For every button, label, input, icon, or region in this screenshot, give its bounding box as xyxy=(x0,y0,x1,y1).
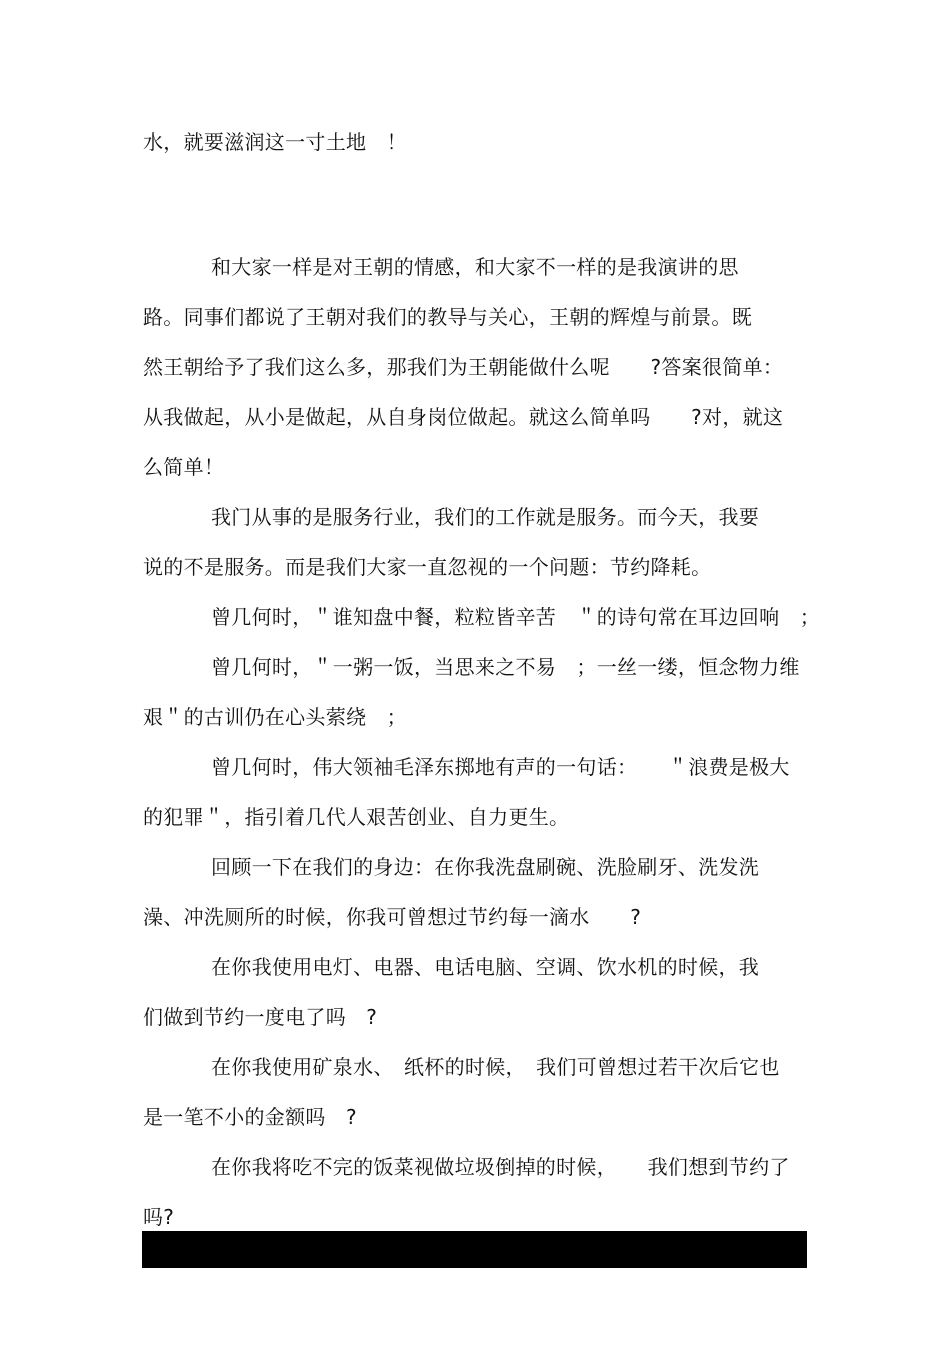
text-line: 澡、冲洗厕所的时候，你我可曾想过节约每一滴水 ? xyxy=(143,905,642,929)
text-line: 回顾一下在我们的身边：在你我洗盘刷碗、洗脸刷牙、洗发洗 xyxy=(211,855,760,879)
text-line: 们做到节约一度电了吗 ? xyxy=(143,1005,378,1029)
text-line: 艰＂的古训仍在心头萦绕 ； xyxy=(143,705,407,729)
text-line: 么简单！ xyxy=(143,455,225,479)
text-line: 路。同事们都说了王朝对我们的教导与关心，王朝的辉煌与前景。既 xyxy=(143,305,752,329)
text-line: 曾几何时，＂谁知盘中餐，粒粒皆辛苦 ＂的诗句常在耳边回响 ； xyxy=(211,605,820,629)
text-line: 是一笔不小的金额吗 ? xyxy=(143,1105,357,1129)
text-line: 我门从事的是服务行业，我们的工作就是服务。而今天，我要 xyxy=(211,505,760,529)
text-line: 和大家一样是对王朝的情感，和大家不一样的是我演讲的思 xyxy=(211,255,739,279)
redaction-bar xyxy=(142,1231,807,1268)
text-line: 说的不是服务。而是我们大家一直忽视的一个问题：节约降耗。 xyxy=(143,555,712,579)
text-line: 吗? xyxy=(143,1205,175,1229)
text-line: 从我做起，从小是做起，从自身岗位做起。就这么简单吗 ?对，就这 xyxy=(143,405,784,429)
text-line: 的犯罪＂，指引着几代人艰苦创业、自力更生。 xyxy=(143,805,570,829)
text-line: 在你我使用电灯、电器、电话电脑、空调、饮水机的时候，我 xyxy=(211,955,760,979)
text-line: 在你我将吃不完的饭菜视做垃圾倒掉的时候， 我们想到节约了 xyxy=(211,1155,790,1179)
text-line: 曾几何时，＂一粥一饭，当思来之不易 ；一丝一缕，恒念物力维 xyxy=(211,655,800,679)
text-line: 曾几何时，伟大领袖毛泽东掷地有声的一句话： ＂浪费是极大 xyxy=(211,755,790,779)
text-line: 在你我使用矿泉水、 纸杯的时候， 我们可曾想过若干次后它也 xyxy=(211,1055,780,1079)
text-line: 水，就要滋润这一寸土地 ！ xyxy=(143,130,407,154)
text-line: 然王朝给予了我们这么多，那我们为王朝能做什么呢 ?答案很简单： xyxy=(143,355,784,379)
